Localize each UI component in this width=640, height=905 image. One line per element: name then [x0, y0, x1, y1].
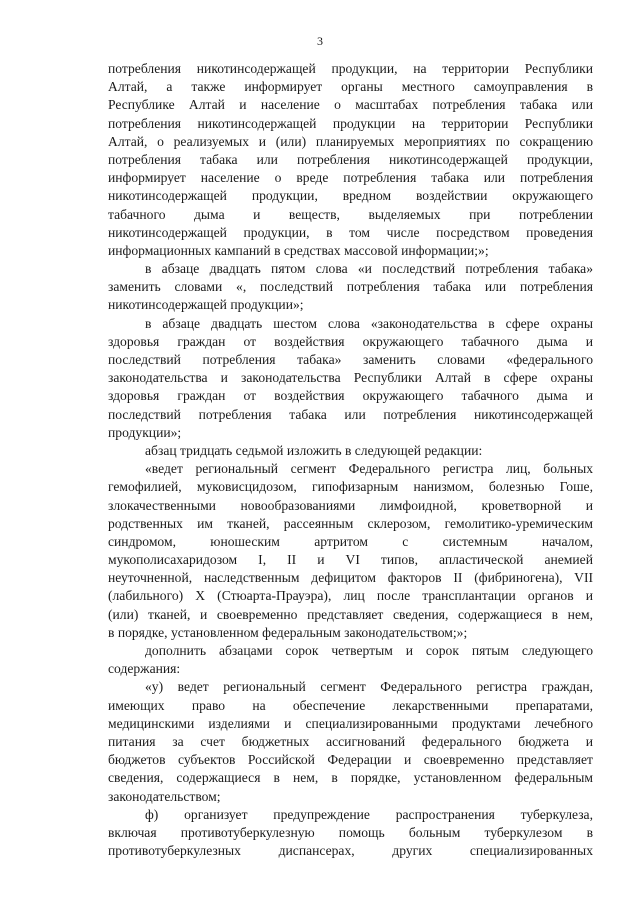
text-line: Алтай, о реализуемых и (или) планируемых мероприятиях по сокращению: [108, 133, 593, 149]
text-line: последствий потребления табака или потребления никотинсодержащей: [108, 406, 593, 422]
text-line: потребления никотинсодержащей продукции, на территории Республики: [108, 61, 593, 76]
text-line: в порядке, установленном федеральным законодательством;»;: [108, 624, 468, 640]
text-line: Республике Алтай и население о масштабах потребления табака или: [108, 97, 593, 113]
text-line: никотинсодержащей продукции»;: [108, 297, 304, 313]
text-line: гемофилией, муковисцидозом, гипофизарным нанизмом, болезнью Гоше,: [108, 479, 593, 495]
text-line: законодательством;: [108, 788, 221, 804]
text-line: в абзаце двадцать шестом слова «законодательства в сфере охраны: [145, 315, 593, 331]
text-line: ф) организует предупреждение распространения туберкулеза,: [145, 806, 593, 822]
text-line: потребления табака или потребления никотинсодержащей продукции,: [108, 151, 593, 167]
text-line: мукополисахаридозом I, II и VI типов, апластической анемией: [108, 552, 593, 568]
text-line: неуточненной, наследственным дефицитом факторов II (фибриногена), VII: [108, 570, 593, 586]
text-line: заменить словами «, последствий потребления табака или потребления: [108, 279, 593, 295]
text-line: Алтай, а также информирует органы местного самоуправления в: [108, 79, 593, 95]
text-line: продукции»;: [108, 424, 182, 440]
text-line: здоровья граждан от воздействия окружающего табачного дыма и: [108, 333, 593, 349]
paragraph: [108, 460, 593, 642]
text-line: потребления никотинсодержащей продукции на территории Республики: [108, 115, 593, 131]
text-line: последствий потребления табака» заменить словами «федерального: [108, 352, 593, 367]
text-line: сведения, содержащиеся в нем, в порядке, установленном федеральным: [108, 770, 593, 786]
text-line: медицинскими изделиями и специализированными продуктами лечебного: [108, 715, 593, 731]
text-line: злокачественными новообразованиями лимфоидной, кроветворной и: [108, 497, 593, 513]
text-line: табачного дыма и веществ, выделяемых при потреблении: [108, 206, 593, 222]
text-line: противотуберкулезных диспансерах, других специализированных: [108, 843, 593, 859]
text-line: здоровья граждан от воздействия окружающего табачного дыма и: [108, 388, 593, 404]
text-line: синдромом, юношеским артритом с системным началом,: [108, 533, 593, 549]
text-line: информационных кампаний в средствах массовой информации;»;: [108, 242, 489, 258]
text-line: (или) тканей, и своевременно представляет сведения, содержащиеся в нем,: [108, 606, 593, 622]
text-line: законодательства и законодательства Республики Алтай в сфере охраны: [108, 370, 593, 386]
text-line: питания за счет бюджетных ассигнований федерального бюджета и: [108, 733, 593, 749]
text-line: включая противотуберкулезную помощь больным туберкулезом в: [108, 824, 593, 840]
paragraph: [108, 806, 593, 861]
text-line: «ведет региональный сегмент Федерального регистра лиц, больных: [145, 461, 593, 477]
paragraph: [108, 442, 593, 460]
text-line: родственных им тканей, рассеянным склерозом, гемолитико-уремическим: [108, 515, 593, 531]
paragraph: [108, 642, 593, 678]
text-line: никотинсодержащей продукции, в том числе посредством проведения: [108, 224, 593, 240]
page-number: 3: [317, 34, 323, 48]
text-line: дополнить абзацами сорок четвертым и сорок пятым следующего: [145, 643, 593, 658]
text-line: содержания:: [108, 661, 181, 677]
text-line: имеющих право на обеспечение лекарственными препаратами,: [108, 697, 593, 713]
document-body: [108, 60, 593, 860]
text-line: бюджетов субъектов Российской Федерации и своевременно представляет: [108, 752, 593, 768]
text-line: никотинсодержащей продукции, вредном воздействии окружающего: [108, 188, 593, 204]
paragraph: [108, 60, 593, 260]
text-line: в абзаце двадцать пятом слова «и последствий потребления табака»: [145, 261, 593, 277]
text-line: абзац тридцать седьмой изложить в следующей редакции:: [145, 442, 483, 458]
paragraph: [108, 678, 593, 805]
text-line: «у) ведет региональный сегмент Федерального регистра граждан,: [145, 679, 593, 695]
paragraph: [108, 260, 593, 315]
text-line: информирует население о вреде потребления табака или потребления: [108, 170, 593, 186]
paragraph: [108, 315, 593, 442]
text-line: (лабильного) X (Стюарта-Прауэра), лиц после трансплантации органов и: [108, 588, 593, 604]
